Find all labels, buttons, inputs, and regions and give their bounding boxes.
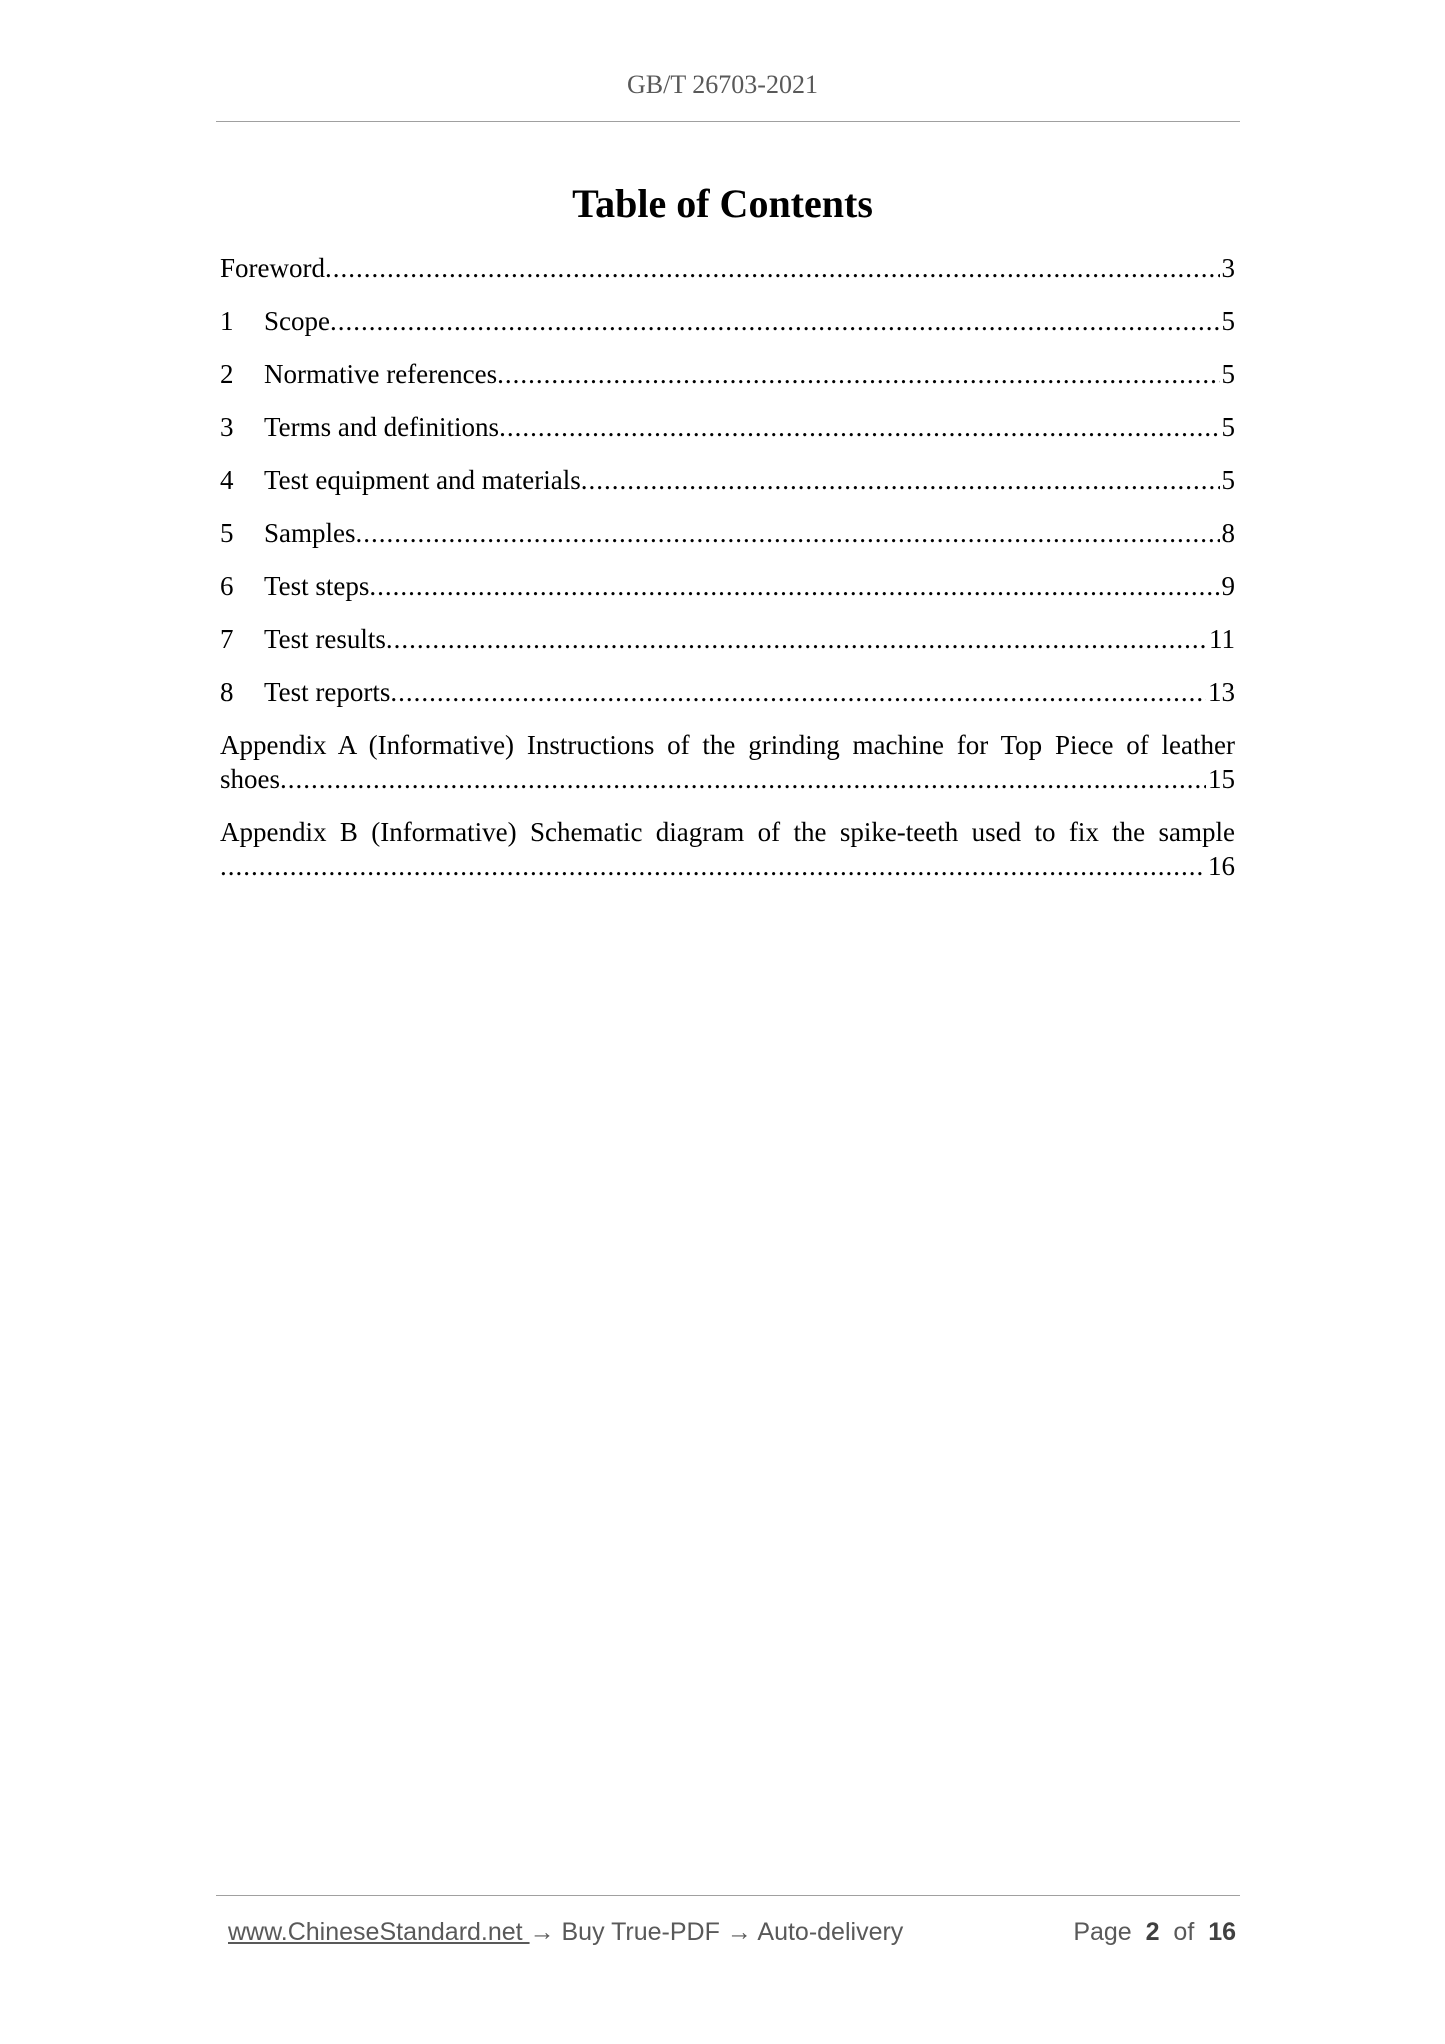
toc-entry-page: 5: [1221, 306, 1235, 336]
toc-entry-page: 9: [1221, 571, 1235, 601]
toc-entry-label: Test reports: [264, 677, 391, 707]
toc-entry-page: 8: [1221, 518, 1235, 548]
buy-pdf-text: Buy True-PDF: [554, 1918, 727, 1946]
toc-entry-normative-references[interactable]: [220, 359, 1235, 393]
arrow-right-icon: →: [529, 1918, 555, 1946]
toc-entry-label: Foreword: [220, 253, 325, 283]
toc-entry-number: 7: [220, 624, 234, 654]
toc-entry-label: Samples: [264, 518, 356, 548]
toc-dot-leader: [356, 518, 1220, 549]
document-code-header: GB/T 26703-2021: [627, 70, 818, 99]
toc-entry-test-results[interactable]: [220, 624, 1235, 658]
toc-dot-leader: [386, 624, 1207, 655]
toc-entry-label: Appendix A (Informative) Instructions of the grinding machine for Top Piece of leather: [220, 730, 1235, 760]
footer-divider: [216, 1895, 1240, 1896]
toc-entry-number: 6: [220, 571, 234, 601]
toc-entry-number: 1: [220, 306, 234, 336]
toc-entry-scope[interactable]: [220, 306, 1235, 340]
toc-dot-leader: [497, 359, 1219, 390]
toc-entry-test-reports[interactable]: [220, 677, 1235, 711]
current-page-number: 2: [1145, 1918, 1160, 1946]
toc-entry-label: Appendix B (Informative) Schematic diagram of the spike-teeth used to fix the sample: [220, 817, 1235, 847]
toc-entry-appendix-a[interactable]: [220, 730, 1235, 798]
total-page-count: 16: [1208, 1918, 1236, 1946]
site-link[interactable]: www.ChineseStandard.net: [228, 1918, 530, 1946]
toc-entry-label: Terms and definitions: [264, 412, 500, 442]
toc-entry-test-equipment[interactable]: [220, 465, 1235, 499]
toc-entry-number: 4: [220, 465, 234, 495]
toc-entry-foreword[interactable]: [220, 253, 1235, 287]
toc-title: Table of Contents: [572, 181, 873, 226]
toc-dot-leader: [220, 851, 1206, 882]
of-word: of: [1173, 1918, 1195, 1946]
toc-entry-page: 16: [1208, 851, 1235, 881]
toc-entry-appendix-b[interactable]: [220, 817, 1235, 885]
toc-entry-label: Test results: [264, 624, 386, 654]
toc-entry-page: 3: [1221, 253, 1235, 283]
toc-entry-number: 2: [220, 359, 234, 389]
toc-entry-number: 5: [220, 518, 234, 548]
page-indicator: [1073, 1918, 1236, 1947]
toc-dot-leader: [390, 677, 1206, 708]
toc-entry-terms-and-definitions[interactable]: [220, 412, 1235, 446]
table-of-contents: [220, 253, 1235, 904]
auto-delivery-text: Auto-delivery: [751, 1918, 904, 1946]
toc-dot-leader: [499, 412, 1219, 443]
footer-promo: [228, 1918, 903, 1947]
toc-entry-page: 13: [1208, 677, 1235, 707]
toc-dot-leader: [581, 465, 1220, 496]
toc-dot-leader: [280, 764, 1206, 795]
toc-entry-label: Test steps: [264, 571, 370, 601]
toc-entry-page: 5: [1221, 412, 1235, 442]
toc-entry-page: 11: [1209, 624, 1235, 654]
toc-entry-page: 5: [1221, 359, 1235, 389]
toc-entry-number: 3: [220, 412, 234, 442]
toc-entry-label: Test equipment and materials: [264, 465, 581, 495]
toc-dot-leader: [325, 253, 1220, 284]
toc-dot-leader: [369, 571, 1219, 602]
toc-entry-label: Normative references: [264, 359, 498, 389]
arrow-right-icon: →: [726, 1918, 752, 1946]
toc-dot-leader: [330, 306, 1220, 337]
toc-entry-page: 15: [1208, 764, 1235, 794]
toc-entry-label-continued: shoes: [220, 764, 280, 794]
page-word: Page: [1073, 1918, 1132, 1946]
header-divider: [216, 121, 1240, 122]
toc-entry-label: Scope: [264, 306, 330, 336]
toc-entry-samples[interactable]: [220, 518, 1235, 552]
toc-entry-test-steps[interactable]: [220, 571, 1235, 605]
toc-entry-number: 8: [220, 677, 234, 707]
toc-entry-page: 5: [1221, 465, 1235, 495]
